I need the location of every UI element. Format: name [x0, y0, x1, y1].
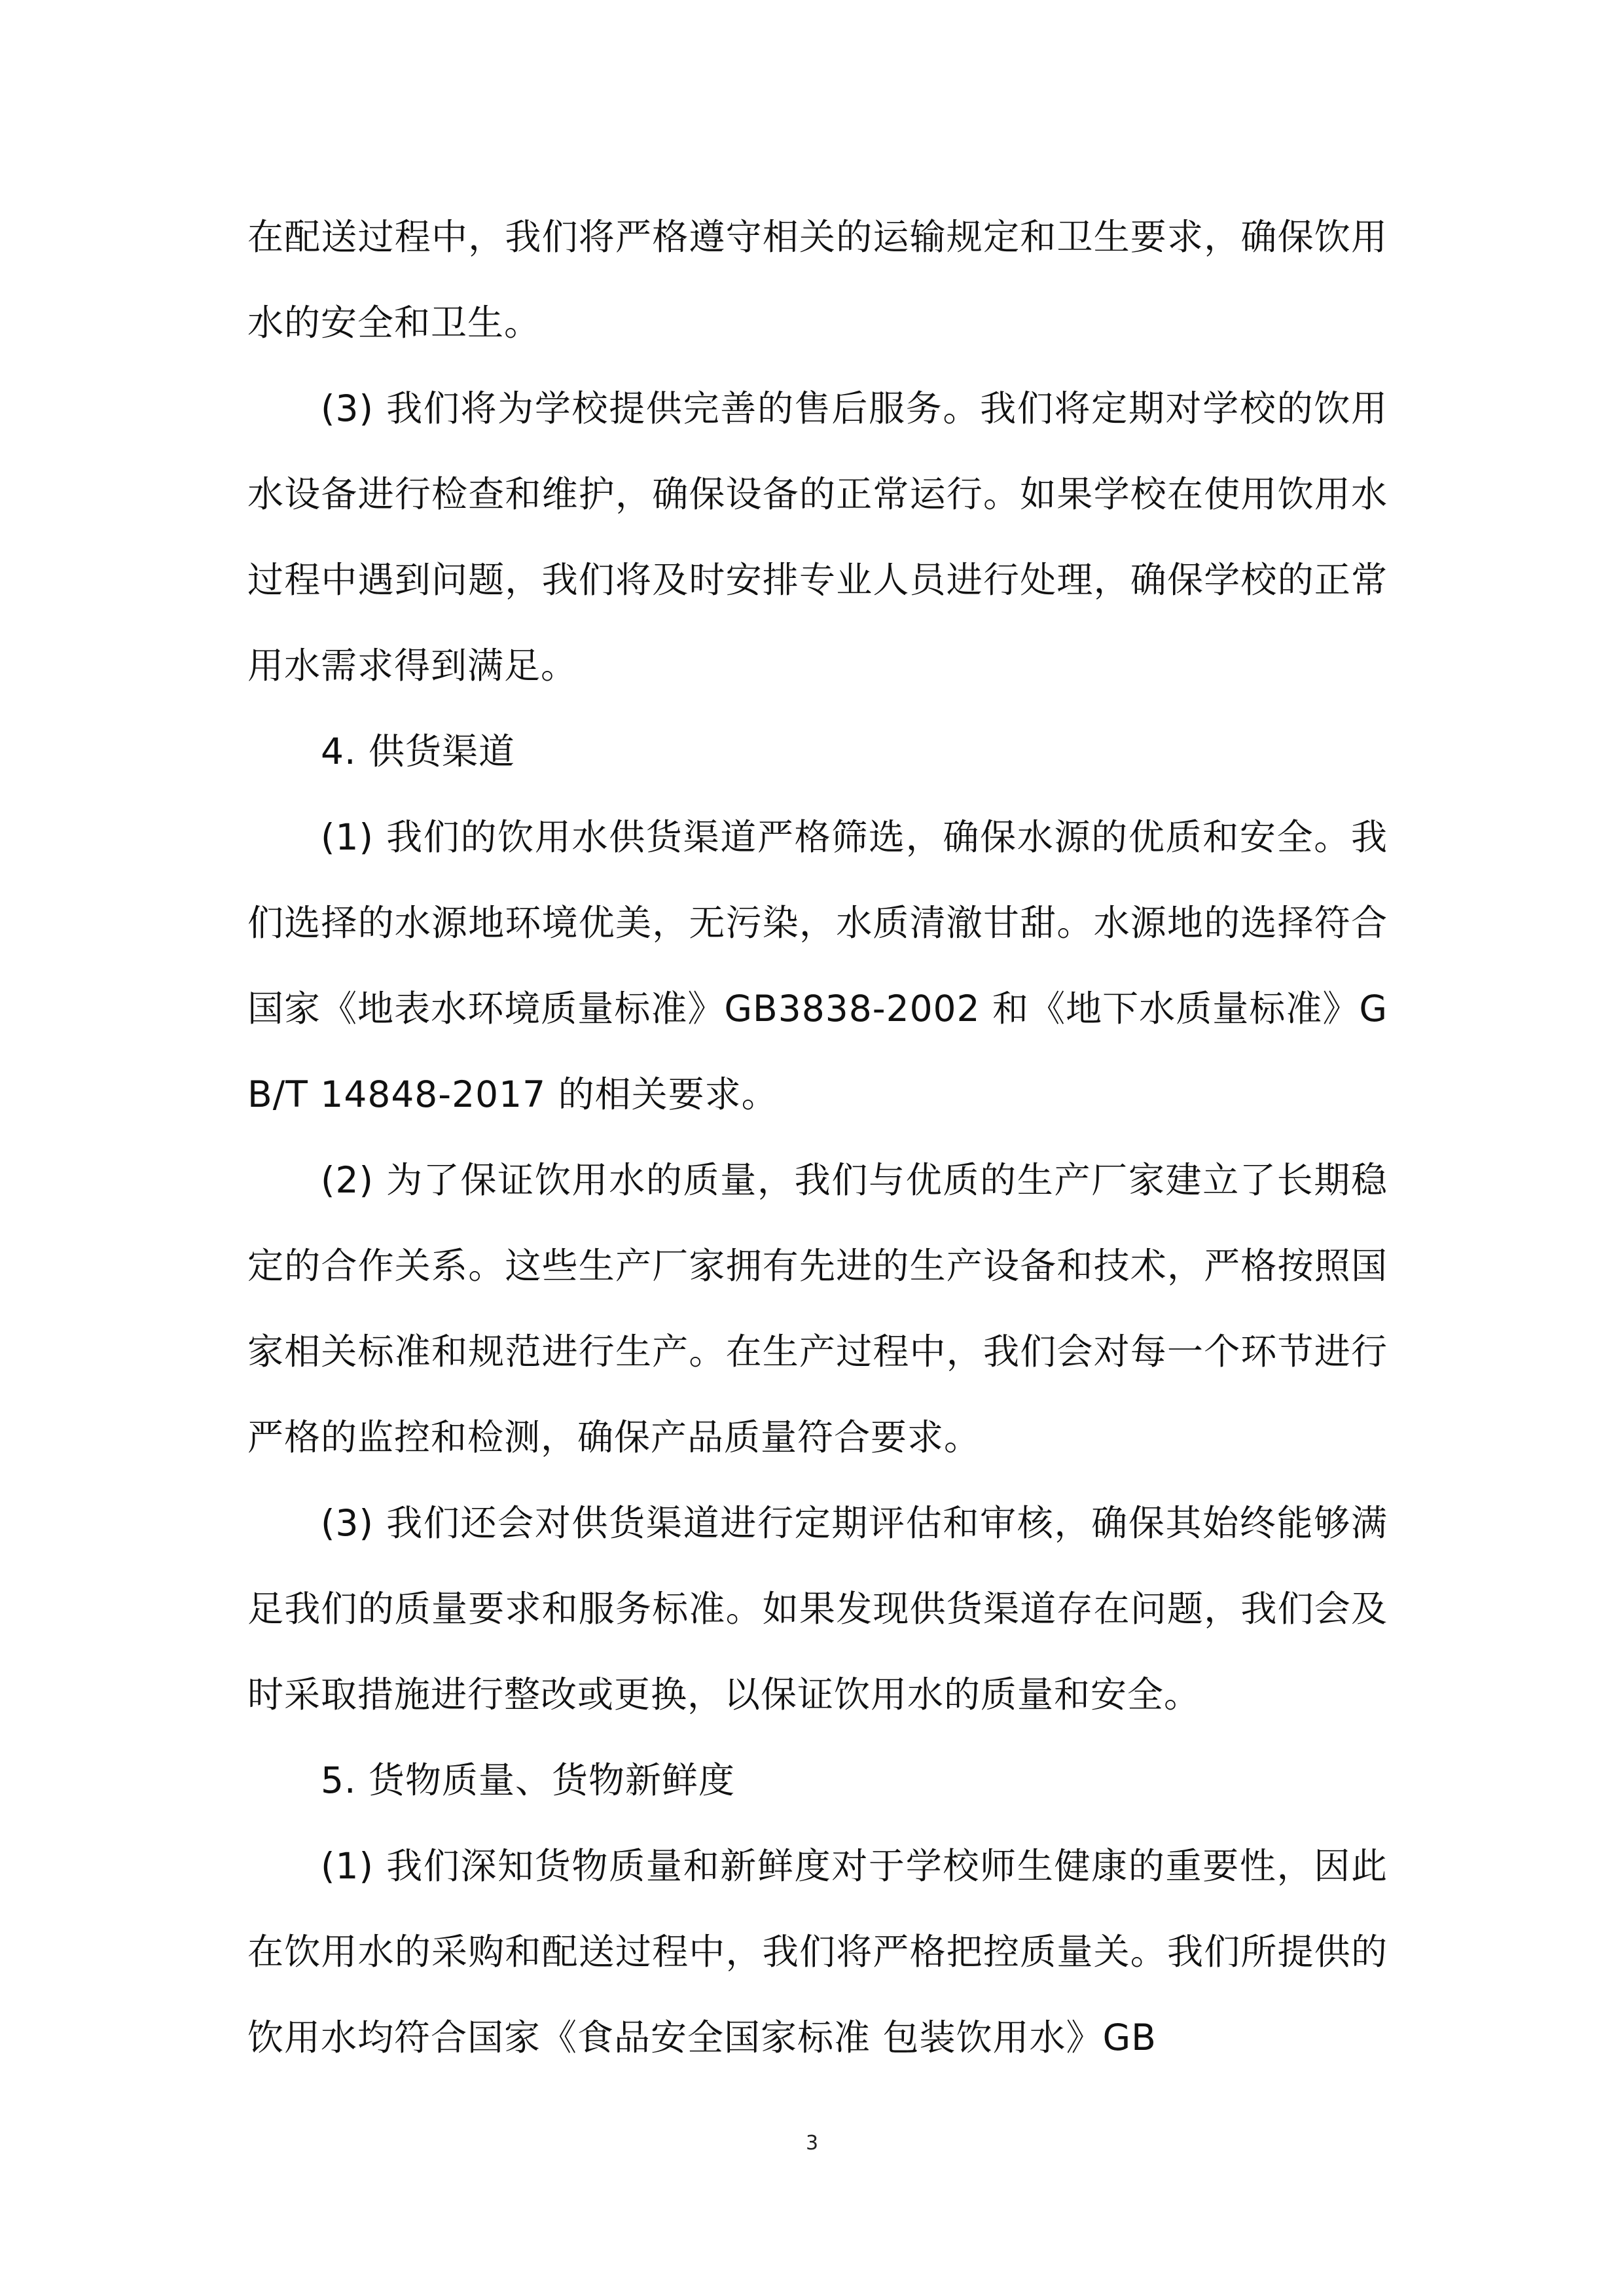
paragraph-supply-channel-screening: (1) 我们的饮用水供货渠道严格筛选，确保水源的优质和安全。我们选择的水源地环境优美，无污染，水质清澈甘甜。水源地的选择符合国家《地表水环境质量标准》GB3838-2002 和《地下水质量标准》GB/T 14848-2017 的相关要求。 — [247, 816, 1388, 1115]
document-body — [247, 194, 1388, 2081]
paragraph-manufacturer-partnership: (2) 为了保证饮用水的质量，我们与优质的生产厂家建立了长期稳定的合作关系。这些生产厂家拥有先进的生产设备和技术，严格按照国家相关标准和规范进行生产。在生产过程中，我们会对每一个环节进行严格的监控和检测，确保产品质量符合要求。 — [247, 1159, 1388, 1458]
section-heading-goods-quality-freshness: 5. 货物质量、货物新鲜度 — [321, 1759, 735, 1801]
paragraph-channel-evaluation: (3) 我们还会对供货渠道进行定期评估和审核，确保其始终能够满足我们的质量要求和服务标准。如果发现供货渠道存在问题，我们会及时采取措施进行整改或更换，以保证饮用水的质量和安全。 — [247, 1502, 1388, 1715]
paragraph-quality-control: (1) 我们深知货物质量和新鲜度对于学校师生健康的重要性，因此在饮用水的采购和配送过程中，我们将严格把控质量关。我们所提供的饮用水均符合国家《食品安全国家标准 包装饮用水》GB — [247, 1845, 1388, 2058]
section-heading-supply-channels: 4. 供货渠道 — [321, 730, 515, 772]
paragraph-delivery-continued: 在配送过程中，我们将严格遵守相关的运输规定和卫生要求，确保饮用水的安全和卫生。 — [247, 216, 1388, 344]
page-number: 3 — [805, 2132, 819, 2155]
paragraph-after-sales-service: (3) 我们将为学校提供完善的售后服务。我们将定期对学校的饮用水设备进行检查和维护，确保设备的正常运行。如果学校在使用饮用水过程中遇到问题，我们将及时安排专业人员进行处理，确保学校的正常用水需求得到满足。 — [247, 387, 1388, 687]
